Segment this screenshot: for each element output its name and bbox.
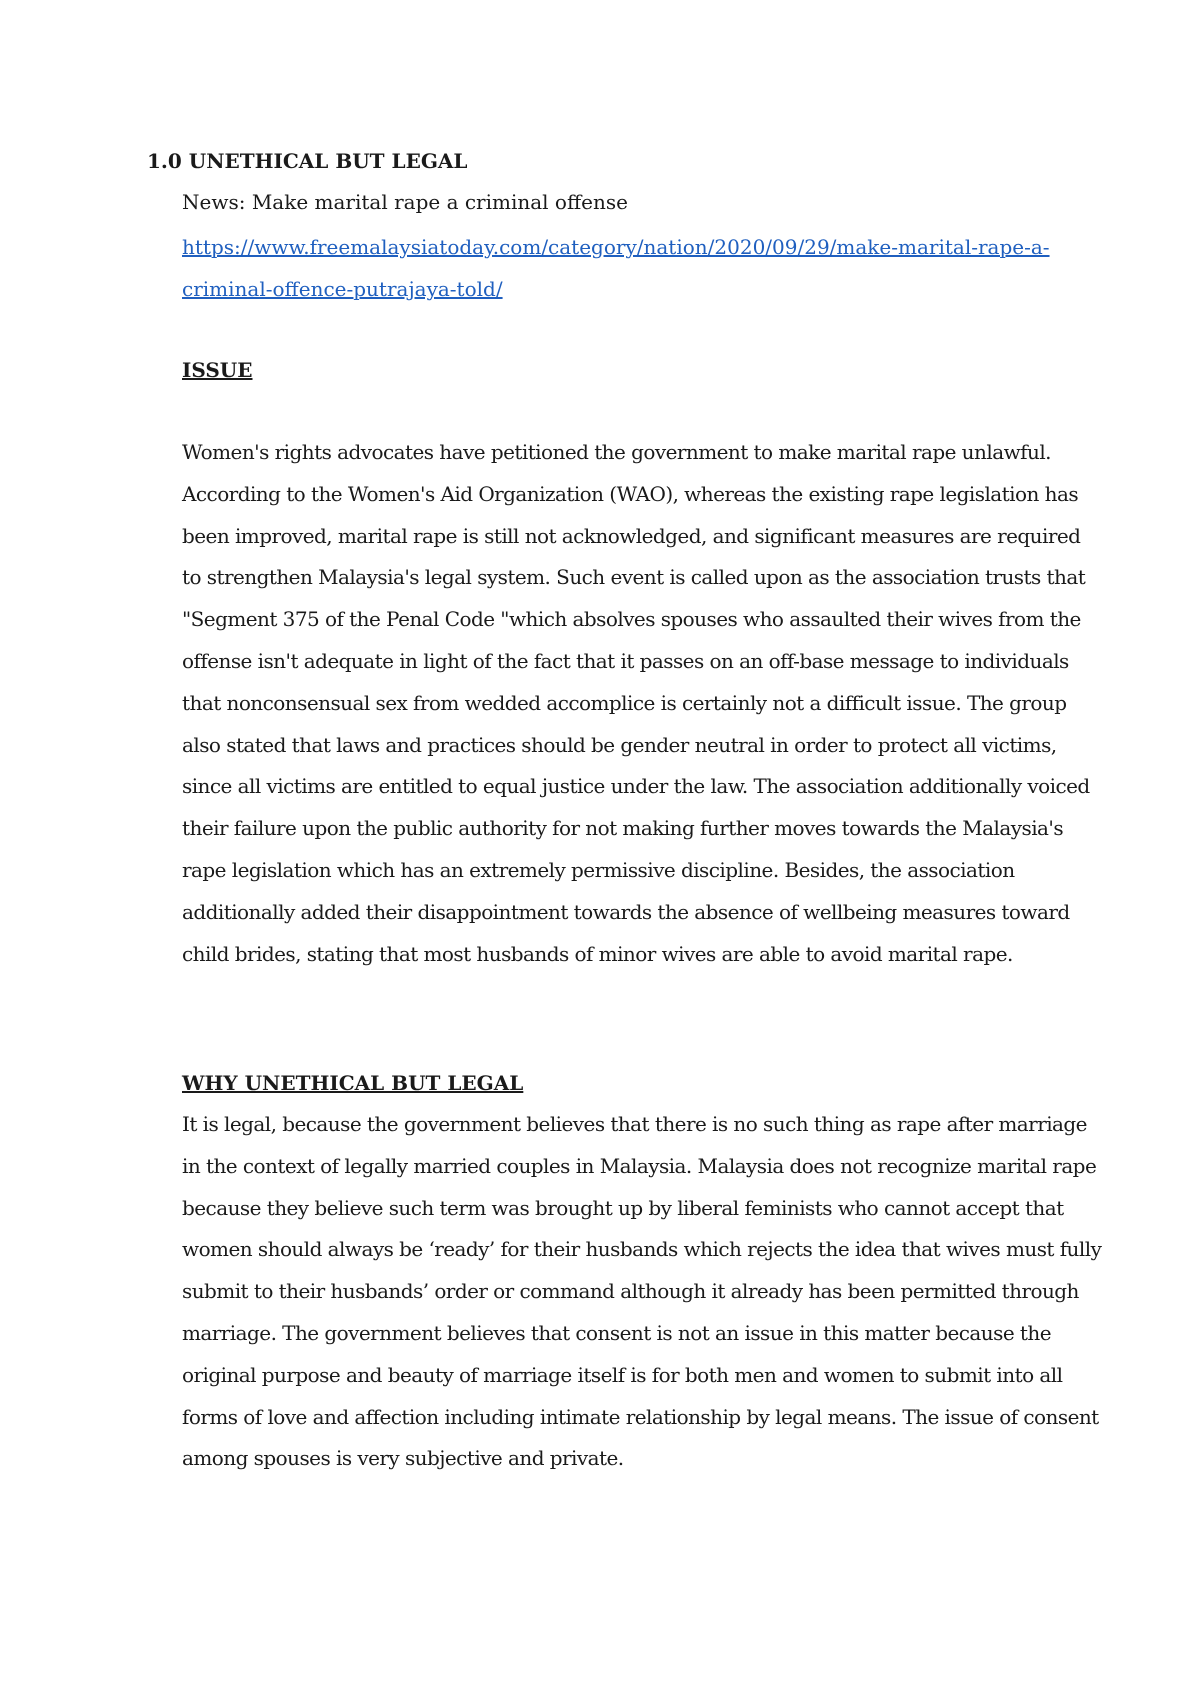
news-link-container bbox=[182, 226, 1102, 310]
main-heading: 1.0 UNETHICAL BUT LEGAL bbox=[147, 149, 468, 173]
news-link[interactable]: https://www.freemalaysiatoday.com/category/nation/2020/09/29/make-marital-rape-a-criminal-offence-putrajaya-told/ bbox=[182, 235, 1050, 301]
why-heading: WHY UNETHICAL BUT LEGAL bbox=[182, 1071, 524, 1095]
issue-heading: ISSUE bbox=[182, 358, 253, 382]
why-paragraph: It is legal, because the government believes that there is no such thing as rape after marriage in the context of legally married couples in Malaysia. Malaysia does not recognize marital rape because they believe such term was brought up by liberal feminists who cannot accept that women should always be ‘ready’ for their husbands which rejects the idea that wives must fully submit to their husbands’ order or command although it already has been permitted through marriage. The government believes that consent is not an issue in this matter because the original purpose and beauty of marriage itself is for both men and women to submit into all forms of love and affection including intimate relationship by legal means. The issue of consent among spouses is very subjective and private. bbox=[182, 1112, 1102, 1471]
news-label: News: Make marital rape a criminal offense bbox=[182, 190, 628, 214]
issue-paragraph: Women's rights advocates have petitioned the government to make marital rape unlawful. According to the Women's Aid Organization (WAO), whereas the existing rape legislation has been improved, marital rape is still not acknowledged, and significant measures are required to strengthen Malaysia's legal system. Such event is called upon as the association trusts that "Segment 375 of the Penal Code "which absolves spouses who assaulted their wives from the offense isn't adequate in light of the fact that it passes on an off-base message to individuals that nonconsensual sex from wedded accomplice is certainly not a difficult issue. The group also stated that laws and practices should be gender neutral in order to protect all victims, since all victims are entitled to equal justice under the law. The association additionally voiced their failure upon the public authority for not making further moves towards the Malaysia's rape legislation which has an extremely permissive discipline. Besides, the association additionally added their disappointment towards the absence of wellbeing measures toward child brides, stating that most husbands of minor wives are able to avoid marital rape. bbox=[182, 440, 1090, 966]
